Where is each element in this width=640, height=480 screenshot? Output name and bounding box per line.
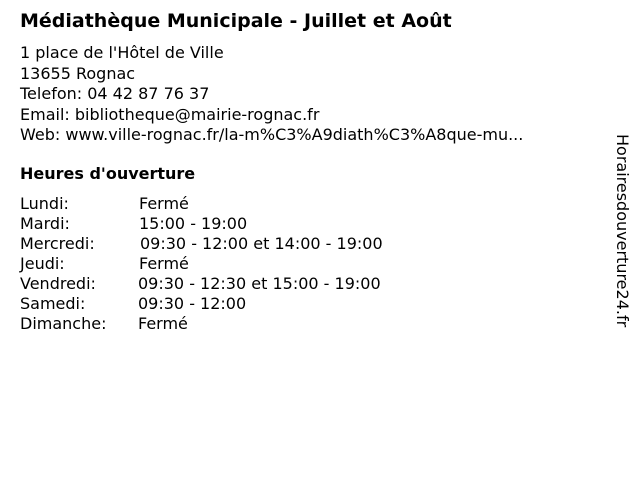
day-label: Samedi: (20, 294, 86, 313)
time-value: Fermé (139, 254, 189, 273)
time-value: 09:30 - 12:30 et 15:00 - 19:00 (138, 274, 381, 293)
time-value: 09:30 - 12:00 et 14:00 - 19:00 (140, 234, 383, 253)
time-value: 15:00 - 19:00 (139, 214, 248, 233)
day-label: Jeudi: (20, 254, 65, 273)
website-link[interactable]: Web: www.ville-rognac.fr/la-m%C3%A9diath%C3%A8que-mu... (20, 125, 524, 144)
day-label: Mercredi: (20, 234, 95, 253)
email-address: Email: bibliotheque@mairie-rognac.fr (20, 104, 320, 124)
street-address: 1 place de l'Hôtel de Ville (20, 43, 224, 62)
city-address: 13655 Rognac (20, 63, 136, 83)
address-block (20, 43, 523, 146)
day-label: Mardi: (20, 214, 70, 233)
time-value: Fermé (139, 194, 189, 213)
day-label: Dimanche: (20, 314, 107, 333)
day-label: Lundi: (20, 194, 69, 213)
hours-heading: Heures d'ouverture (20, 164, 196, 183)
time-value: Fermé (138, 314, 188, 333)
brand-watermark: Horairesdouverture24.fr (613, 134, 632, 328)
phone-number: Telefon: 04 42 87 76 37 (20, 84, 210, 103)
page-title: Médiathèque Municipale - Juillet et Août (20, 10, 452, 32)
day-label: Vendredi: (20, 274, 96, 293)
time-value: 09:30 - 12:00 (138, 294, 247, 313)
